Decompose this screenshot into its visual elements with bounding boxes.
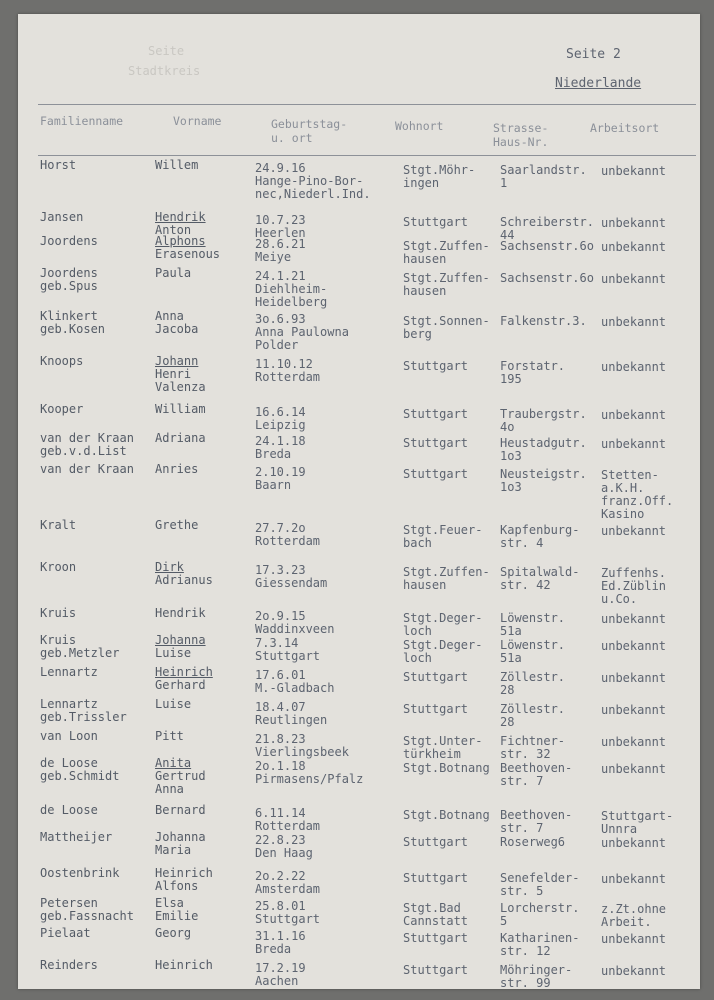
cell-arbeitsort: unbekannt xyxy=(601,671,667,685)
cell-strasse: Lorcherstr. 5 xyxy=(500,901,580,928)
cell-vorname: Johanna Luise xyxy=(155,633,206,660)
cell-wohnort: Stuttgart xyxy=(403,835,469,849)
cell-vorname: Heinrich Gerhard xyxy=(155,665,213,692)
cell-familienname: Lennartz geb.Trissler xyxy=(40,697,127,724)
cell-arbeitsort: unbekannt xyxy=(601,872,667,886)
cell-familienname: van der Kraan geb.v.d.List xyxy=(40,431,134,458)
cell-familienname: Joordens geb.Spus xyxy=(40,266,98,293)
cell-strasse: Neusteigstr. 1o3 xyxy=(500,467,587,494)
col-vorname: Vorname xyxy=(173,114,222,128)
col-wohnort: Wohnort xyxy=(395,119,444,133)
cell-vorname: Hendrik Anton xyxy=(155,210,206,237)
cell-wohnort: Stuttgart xyxy=(403,436,469,450)
cell-wohnort: Stgt.Zuffen- hausen xyxy=(403,239,490,266)
cell-strasse: Fichtner- str. 32 xyxy=(500,734,566,761)
cell-arbeitsort: unbekannt xyxy=(601,639,667,653)
cell-strasse: Schreiberstr. 44 xyxy=(500,215,594,242)
cell-wohnort: Stuttgart xyxy=(403,467,469,481)
cell-geburt: 11.10.12 Rotterdam xyxy=(255,357,321,384)
cell-strasse: Saarlandstr. 1 xyxy=(500,163,587,190)
cell-arbeitsort: unbekannt xyxy=(601,240,667,254)
col-strasse: Strasse- Haus-Nr. xyxy=(493,121,549,149)
cell-wohnort: Stuttgart xyxy=(403,359,469,373)
cell-wohnort: Stuttgart xyxy=(403,215,469,229)
cell-strasse: Forstatr. 195 xyxy=(500,359,566,386)
cell-strasse: Roserweg6 xyxy=(500,835,566,849)
cell-familienname: Lennartz xyxy=(40,665,98,679)
cell-geburt: 2.10.19 Baarn xyxy=(255,465,306,492)
cell-geburt: 10.7.23 Heerlen xyxy=(255,213,306,240)
cell-strasse: Sachsenstr.6o xyxy=(500,239,594,253)
cell-wohnort: Stuttgart xyxy=(403,931,469,945)
faint-header-line: Seite xyxy=(148,44,185,58)
cell-arbeitsort: unbekannt xyxy=(601,735,667,749)
cell-wohnort: Stgt.Zuffen- hausen xyxy=(403,565,490,592)
cell-familienname: Mattheijer xyxy=(40,830,113,844)
cell-vorname: Pitt xyxy=(155,729,184,743)
cell-strasse: Kapfenburg- str. 4 xyxy=(500,523,580,550)
cell-vorname: Heinrich Alfons xyxy=(155,866,213,893)
cell-strasse: Möhringer- str. 99 xyxy=(500,963,573,989)
cell-arbeitsort: Stetten- a.K.H. franz.Off. Kasino xyxy=(601,468,674,521)
cell-geburt: 18.4.07 Reutlingen xyxy=(255,700,328,727)
cell-vorname: Bernard xyxy=(155,803,206,817)
cell-arbeitsort: unbekannt xyxy=(601,762,667,776)
cell-geburt: 17.3.23 Giessendam xyxy=(255,563,328,590)
cell-vorname: Anna Jacoba xyxy=(155,309,199,336)
cell-vorname: Georg xyxy=(155,926,192,940)
cell-familienname: Kooper xyxy=(40,402,84,416)
header-rule xyxy=(38,155,696,156)
cell-wohnort: Stgt.Möhr- ingen xyxy=(403,163,476,190)
cell-familienname: Reinders xyxy=(40,958,98,972)
cell-familienname: de Loose xyxy=(40,803,98,817)
cell-familienname: Kroon xyxy=(40,560,77,574)
cell-geburt: 24.1.21 Diehlheim- Heidelberg xyxy=(255,269,328,309)
page-label: Seite 2 xyxy=(566,47,621,62)
cell-wohnort: Stuttgart xyxy=(403,670,469,684)
cell-vorname: Anries xyxy=(155,462,199,476)
cell-vorname: Paula xyxy=(155,266,192,280)
cell-geburt: 17.2.19 Aachen xyxy=(255,961,306,988)
cell-arbeitsort: unbekannt xyxy=(601,964,667,978)
cell-arbeitsort: unbekannt xyxy=(601,408,667,422)
cell-vorname: Adriana xyxy=(155,431,206,445)
cell-vorname: Heinrich xyxy=(155,958,213,972)
cell-arbeitsort: unbekannt xyxy=(601,612,667,626)
cell-geburt: 24.1.18 Breda xyxy=(255,434,306,461)
cell-vorname: Hendrik xyxy=(155,606,206,620)
cell-geburt: 6.11.14 Rotterdam xyxy=(255,806,321,833)
cell-strasse: Beethoven- str. 7 xyxy=(500,808,573,835)
cell-arbeitsort: unbekannt xyxy=(601,360,667,374)
cell-familienname: Horst xyxy=(40,158,77,172)
cell-strasse: Katharinen- str. 12 xyxy=(500,931,580,958)
cell-arbeitsort: unbekannt xyxy=(601,315,667,329)
cell-strasse: Löwenstr. 51a xyxy=(500,638,566,665)
cell-wohnort: Stgt.Feuer- bach xyxy=(403,523,483,550)
cell-wohnort: Stgt.Unter- türkheim xyxy=(403,734,483,761)
cell-vorname: Alphons Erasenous xyxy=(155,234,221,261)
cell-geburt: 2o.2.22 Amsterdam xyxy=(255,869,321,896)
col-familienname: Familienname xyxy=(40,114,124,128)
cell-arbeitsort: unbekannt xyxy=(601,272,667,286)
faint-header-line: Stadtkreis xyxy=(128,64,201,78)
cell-strasse: Senefelder- str. 5 xyxy=(500,871,580,898)
cell-arbeitsort: Zuffenhs. Ed.Züblin u.Co. xyxy=(601,566,667,606)
cell-geburt: 22.8.23 Den Haag xyxy=(255,833,313,860)
cell-wohnort: Stgt.Bad Cannstatt xyxy=(403,901,469,928)
cell-geburt: 21.8.23 Vierlingsbeek xyxy=(255,732,349,759)
cell-strasse: Heustadgutr. 1o3 xyxy=(500,436,587,463)
cell-wohnort: Stgt.Botnang xyxy=(403,808,490,822)
cell-arbeitsort: unbekannt xyxy=(601,836,667,850)
cell-strasse: Traubergstr. 4o xyxy=(500,407,587,434)
cell-geburt: 2o.1.18 Pirmasens/Pfalz xyxy=(255,759,364,786)
cell-arbeitsort: unbekannt xyxy=(601,703,667,717)
cell-geburt: 27.7.2o Rotterdam xyxy=(255,521,321,548)
cell-wohnort: Stuttgart xyxy=(403,407,469,421)
cell-familienname: van Loon xyxy=(40,729,98,743)
cell-vorname: Elsa Emilie xyxy=(155,896,199,923)
cell-geburt: 24.9.16 Hange-Pino-Bor- nec,Niederl.Ind. xyxy=(255,161,371,201)
cell-wohnort: Stgt.Sonnen- berg xyxy=(403,314,490,341)
cell-wohnort: Stgt.Botnang xyxy=(403,761,490,775)
cell-geburt: 2o.9.15 Waddinxveen xyxy=(255,609,335,636)
cell-vorname: Dirk Adrianus xyxy=(155,560,213,587)
cell-strasse: Falkenstr.3. xyxy=(500,314,587,328)
cell-familienname: Pielaat xyxy=(40,926,91,940)
cell-vorname: Grethe xyxy=(155,518,199,532)
cell-wohnort: Stgt.Zuffen- hausen xyxy=(403,271,490,298)
cell-arbeitsort: unbekannt xyxy=(601,437,667,451)
cell-geburt: 16.6.14 Leipzig xyxy=(255,405,306,432)
cell-wohnort: Stuttgart xyxy=(403,702,469,716)
cell-vorname: Johanna Maria xyxy=(155,830,206,857)
cell-vorname: Johann Henri Valenza xyxy=(155,354,206,394)
cell-familienname: Knoops xyxy=(40,354,84,368)
cell-arbeitsort: unbekannt xyxy=(601,932,667,946)
cell-strasse: Löwenstr. 51a xyxy=(500,611,566,638)
cell-familienname: Kralt xyxy=(40,518,77,532)
cell-geburt: 7.3.14 Stuttgart xyxy=(255,636,321,663)
cell-familienname: Petersen geb.Fassnacht xyxy=(40,896,134,923)
cell-familienname: van der Kraan xyxy=(40,462,134,476)
cell-arbeitsort: unbekannt xyxy=(601,216,667,230)
cell-familienname: Kruis geb.Metzler xyxy=(40,633,120,660)
cell-vorname: Willem xyxy=(155,158,199,172)
cell-arbeitsort: unbekannt xyxy=(601,164,667,178)
cell-wohnort: Stuttgart xyxy=(403,963,469,977)
cell-arbeitsort: unbekannt xyxy=(601,524,667,538)
cell-geburt: 17.6.01 M.-Gladbach xyxy=(255,668,335,695)
cell-geburt: 28.6.21 Meiye xyxy=(255,237,306,264)
cell-familienname: Kruis xyxy=(40,606,77,620)
cell-familienname: Klinkert geb.Kosen xyxy=(40,309,106,336)
cell-wohnort: Stgt.Deger- loch xyxy=(403,638,483,665)
cell-familienname: Oostenbrink xyxy=(40,866,120,880)
cell-arbeitsort: Stuttgart- Unnra xyxy=(601,809,674,836)
country-label: Niederlande xyxy=(555,76,642,91)
cell-strasse: Spitalwald- str. 42 xyxy=(500,565,580,592)
cell-geburt: 31.1.16 Breda xyxy=(255,929,306,956)
cell-strasse: Beethoven- str. 7 xyxy=(500,761,573,788)
cell-arbeitsort: z.Zt.ohne Arbeit. xyxy=(601,902,667,929)
cell-vorname: Anita Gertrud Anna xyxy=(155,756,206,796)
cell-familienname: Jansen xyxy=(40,210,84,224)
document-page xyxy=(18,14,700,989)
col-arbeitsort: Arbeitsort xyxy=(590,121,660,135)
cell-geburt: 3o.6.93 Anna Paulowna Polder xyxy=(255,312,349,352)
cell-wohnort: Stgt.Deger- loch xyxy=(403,611,483,638)
cell-vorname: Luise xyxy=(155,697,192,711)
cell-strasse: Zöllestr. 28 xyxy=(500,702,566,729)
cell-wohnort: Stuttgart xyxy=(403,871,469,885)
col-geburt: Geburtstag- u. ort xyxy=(271,117,348,145)
cell-familienname: de Loose geb.Schmidt xyxy=(40,756,120,783)
cell-geburt: 25.8.01 Stuttgart xyxy=(255,899,321,926)
top-rule xyxy=(38,104,696,105)
cell-strasse: Sachsenstr.6o xyxy=(500,271,594,285)
cell-vorname: William xyxy=(155,402,206,416)
cell-strasse: Zöllestr. 28 xyxy=(500,670,566,697)
cell-familienname: Joordens xyxy=(40,234,98,248)
